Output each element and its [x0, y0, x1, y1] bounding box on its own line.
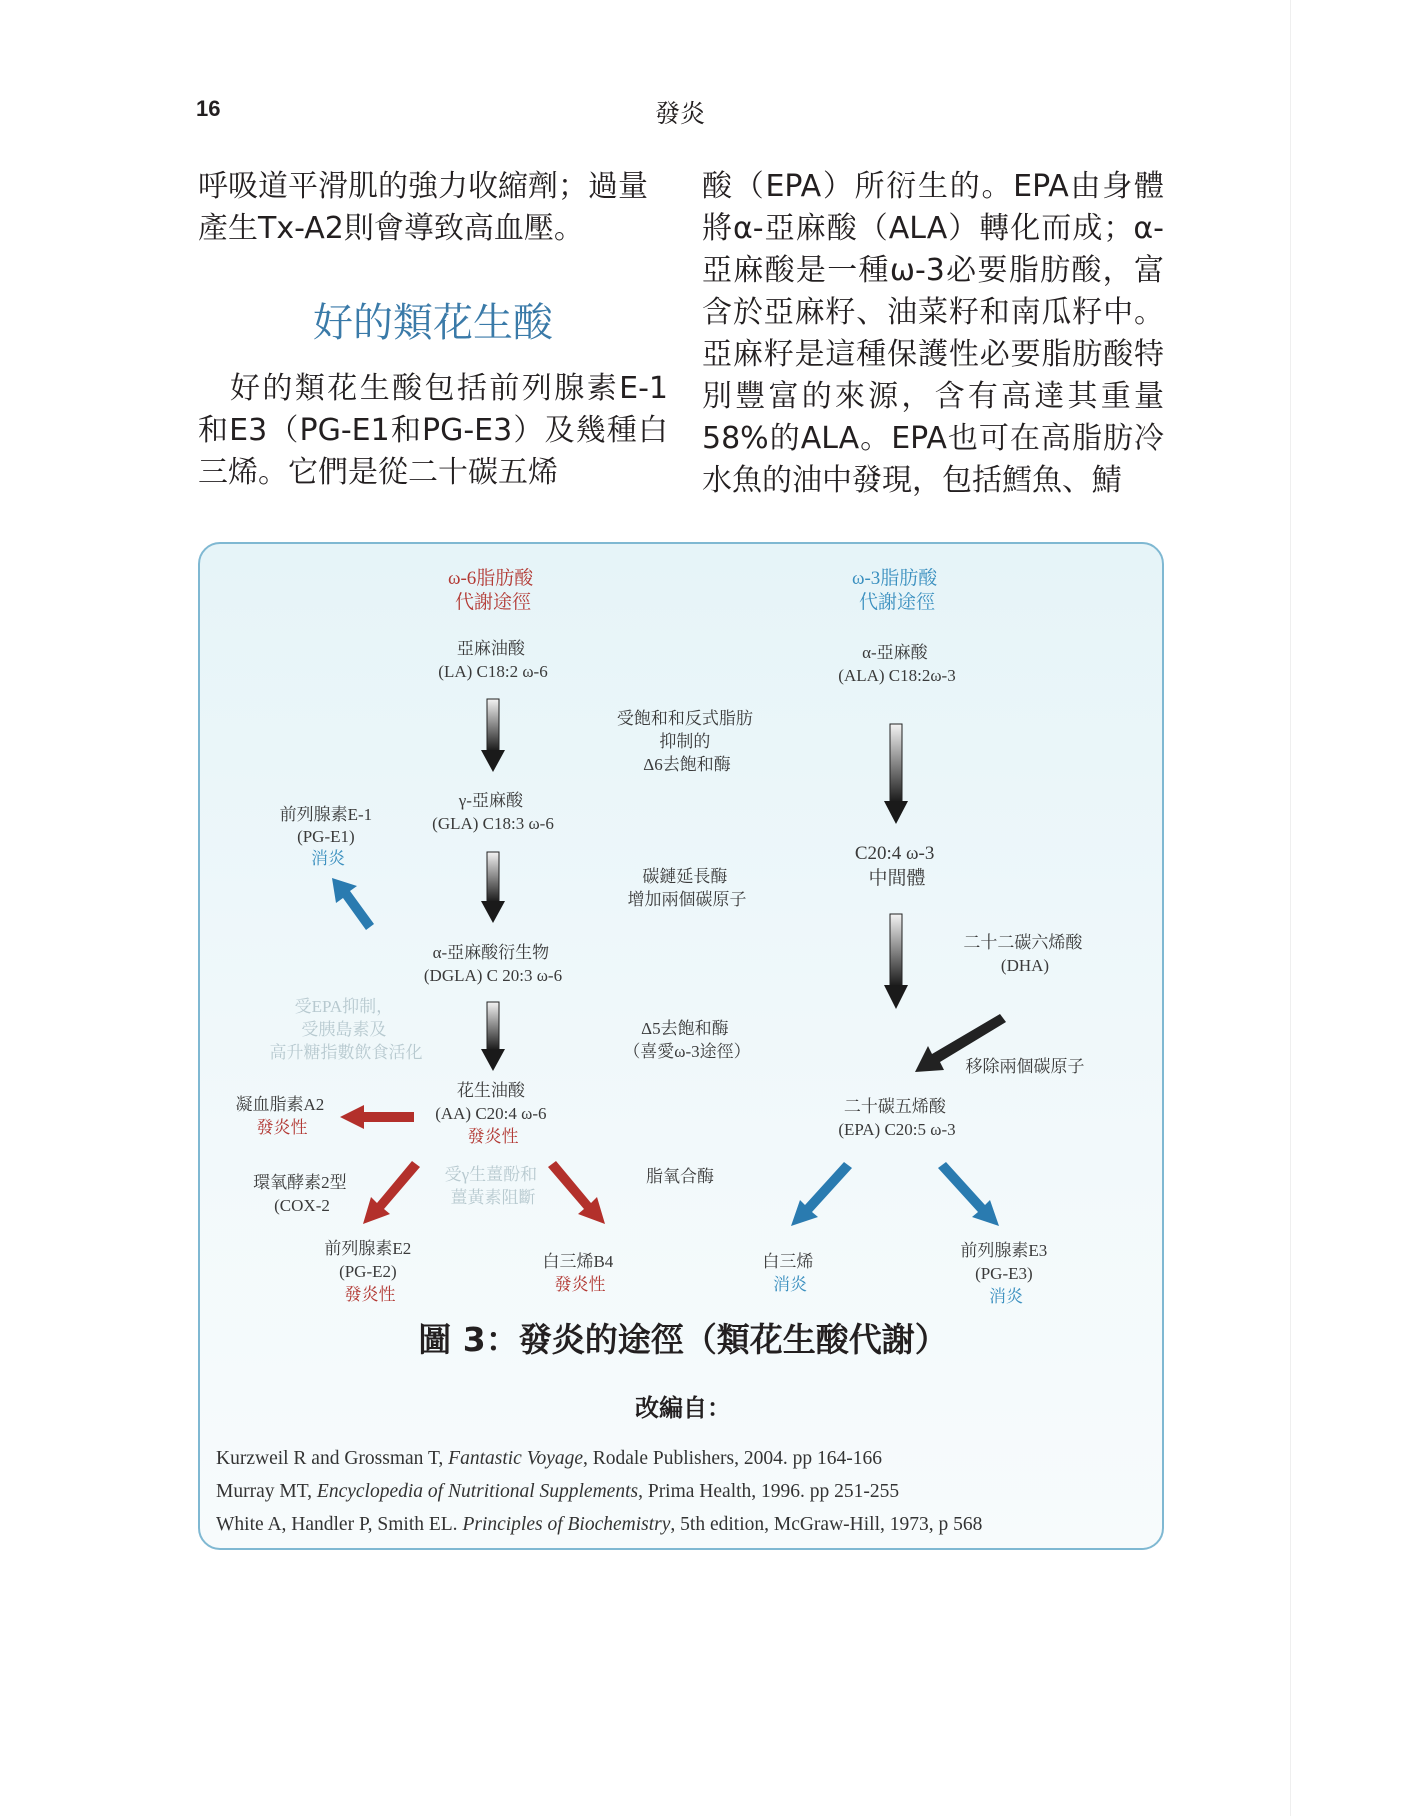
- cox2-label: 環氧酵素2型 (COX-2: [253, 1173, 347, 1215]
- arrow-dgla-to-aa: [481, 1002, 505, 1071]
- remove-two-carbons-label: 移除兩個碳原子: [965, 1057, 1085, 1076]
- elongase-label: 碳鏈延長酶 增加兩個碳原子: [627, 867, 747, 909]
- running-title: 發炎: [654, 99, 705, 128]
- txa2-label: 凝血脂素A2 發炎性: [235, 1095, 325, 1137]
- section-heading: 好的類花生酸: [313, 300, 553, 346]
- lipoxygenase-label: 脂氧合酶: [646, 1167, 714, 1186]
- delta5-label: Δ5去飽和酶 （喜愛ω-3途徑）: [623, 1019, 751, 1061]
- arrow-la-to-gla: [481, 699, 505, 772]
- pge2-label: 前列腺素E2 (PG-E2) 發炎性: [324, 1239, 412, 1304]
- eicosanoid-pathway-diagram: [200, 544, 1166, 1314]
- figure-adapted-from: 改編自：: [635, 1394, 731, 1422]
- c20-4-label: C20:4 ω-3 中間體: [854, 843, 935, 889]
- arrow-to-pge1: [332, 878, 374, 930]
- pge1-label: 前列腺素E-1 (PG-E1) 消炎: [279, 805, 373, 868]
- omega6-title: ω-6脂肪酸 代謝途徑: [447, 568, 534, 613]
- right-column: [702, 166, 1164, 502]
- figure-caption: 圖 3：發炎的途徑（類花生酸代謝）: [418, 1320, 948, 1359]
- arrow-ala-to-c20: [884, 724, 908, 824]
- pge3-label: 前列腺素E3 (PG-E3) 消炎: [960, 1241, 1048, 1306]
- reference-item: White A, Handler P, Smith EL. Principles of Biochemistry, 5th edition, McGraw-Hill, 1973, p 568: [216, 1514, 983, 1535]
- paragraph: 呼吸道平滑肌的強力收縮劑；過量產生Tx-A2則會導致高血壓。: [198, 169, 648, 246]
- arrow-gla-to-dgla: [481, 852, 505, 923]
- arrow-to-pge2: [363, 1161, 420, 1224]
- leukotriene-label: 白三烯 消炎: [762, 1252, 814, 1294]
- figure-box: [198, 542, 1164, 1550]
- reference-item: Kurzweil R and Grossman T, Fantastic Voyage, Rodale Publishers, 2004. pp 164-166: [216, 1448, 882, 1469]
- page-number: 16: [196, 96, 221, 121]
- arrow-to-ltb4: [548, 1161, 605, 1224]
- paragraph: 好的類花生酸包括前列腺素E-1和E3（PG-E1和PG-E3）及幾種白三烯。它們是從二十碳五烯: [198, 371, 668, 490]
- arrow-to-pge3: [938, 1162, 999, 1226]
- reference-list: [216, 1442, 1156, 1541]
- dha-label: 二十二碳六烯酸 (DHA): [963, 933, 1083, 975]
- epa-inhibition-label: 受EPA抑制， 受胰島素及 高升糖指數飲食活化: [269, 997, 423, 1062]
- delta6-label: 受飽和和反式脂肪 抑制的 Δ6去飽和酶: [616, 709, 753, 774]
- reference-item: Murray MT, Encyclopedia of Nutritional Supplements, Prima Health, 1996. pp 251-255: [216, 1481, 900, 1502]
- la-label: 亞麻油酸 (LA) C18:2 ω-6: [438, 639, 548, 681]
- paragraph: 酸（EPA）所衍生的。EPA由身體將α-亞麻酸（ALA）轉化而成；α-亞麻酸是一種ω-3必要脂肪酸，富含於亞麻籽、油菜籽和南瓜籽中。亞麻籽是這種保護性必要脂肪酸特別豐富的來源，含有高達其重量58%的ALA。EPA也可在高脂肪冷水魚的油中發現，包括鱈魚、鯖: [702, 169, 1164, 498]
- arrow-to-txa2: [340, 1105, 414, 1129]
- aa-label: 花生油酸 (AA) C20:4 ω-6 發炎性: [435, 1081, 547, 1146]
- left-column: [198, 166, 668, 494]
- ala-label: α-亞麻酸 (ALA) C18:2ω-3: [838, 643, 956, 685]
- gingerol-label: 受γ生薑酚和 薑黃素阻斷: [444, 1165, 538, 1207]
- epa-label: 二十碳五烯酸 (EPA) C20:5 ω-3: [838, 1097, 956, 1139]
- arrow-c20-to-epa: [884, 914, 908, 1009]
- omega3-title: ω-3脂肪酸 代謝途徑: [851, 568, 938, 613]
- ltb4-label: 白三烯B4 發炎性: [542, 1252, 614, 1294]
- dgla-label: α-亞麻酸衍生物 (DGLA) C 20:3 ω-6: [423, 943, 563, 985]
- arrow-to-leukotriene: [791, 1162, 852, 1226]
- gla-label: γ-亞麻酸 (GLA) C18:3 ω-6: [432, 791, 554, 833]
- page-edge: [1290, 0, 1291, 1816]
